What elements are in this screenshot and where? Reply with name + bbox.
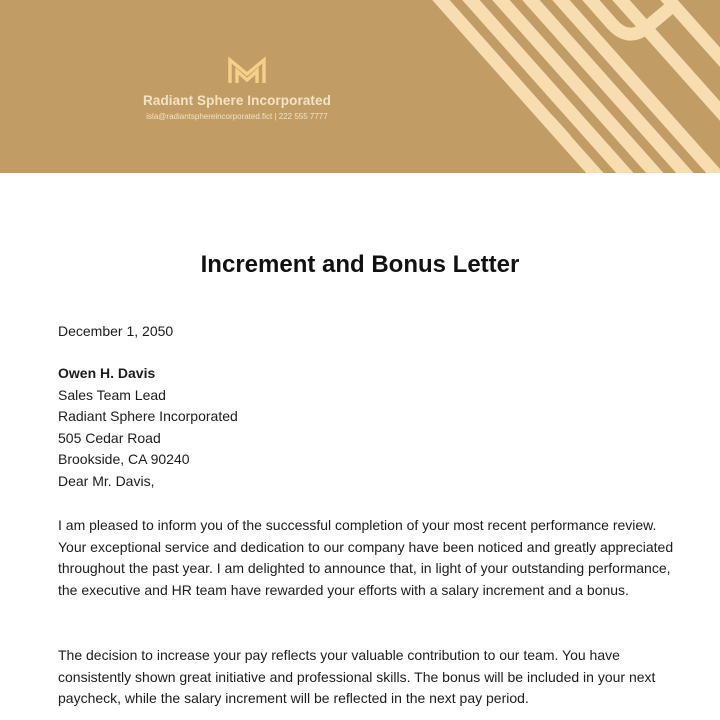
recipient-block [58, 363, 678, 492]
recipient-name: Owen H. Davis [58, 365, 156, 381]
salutation: Dear Mr. Davis, [58, 472, 155, 489]
letter-date: December 1, 2050 [58, 323, 174, 339]
company-contact: isla@radiantsphereincorporated.fict | 222 555 7777 [146, 112, 328, 121]
letter-title: Increment and Bonus Letter [200, 251, 520, 278]
company-name: Radiant Sphere Incorporated [143, 93, 331, 108]
body-paragraph: The decision to increase your pay reflects your valuable contribution to our team. You have consistently shown great initiative and professional skills. The bonus will be included in your next paycheck, while the salary increment will be reflected in the next pay period. [58, 647, 656, 706]
double-chevron-m-logo-icon [227, 55, 267, 85]
letterhead-band [0, 0, 720, 173]
recipient-city: Brookside, CA 90240 [58, 451, 190, 467]
recipient-company: Radiant Sphere Incorporated [58, 408, 238, 424]
recipient-position: Sales Team Lead [58, 386, 166, 403]
body-paragraph: I am pleased to inform you of the successful completion of your most recent performance review. Your exceptional service and dedication to our company have been noticed and greatly appreciated throughout the past year. I am delighted to announce that, in light of your outstanding performance, the executive and HR team have rewarded your efforts with a salary increment and a bonus. [58, 517, 674, 598]
recipient-street: 505 Cedar Road [58, 429, 161, 446]
decorative-stripes [0, 0, 720, 173]
